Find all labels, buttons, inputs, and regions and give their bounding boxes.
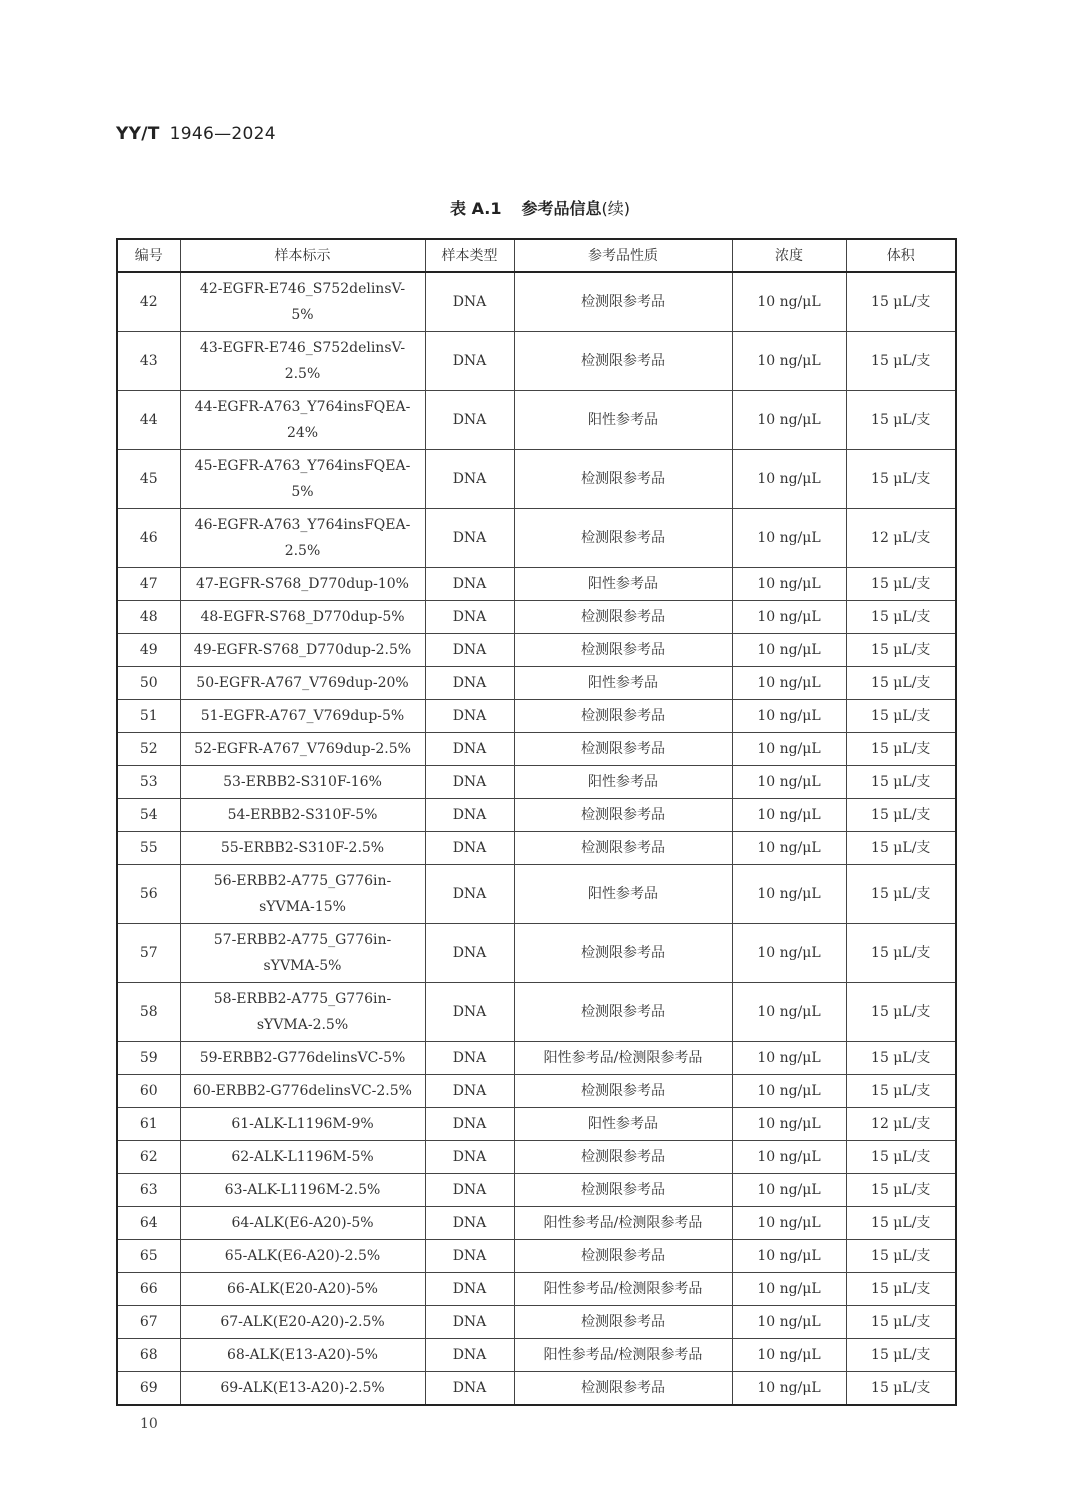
cell-volume: 15 μL/支 — [846, 1075, 956, 1108]
cell-id: 58 — [117, 983, 180, 1042]
cell-sample-label — [180, 1273, 425, 1306]
table-caption — [0, 196, 1080, 219]
cell-concentration: 10 ng/μL — [732, 1240, 846, 1273]
cell-id: 52 — [117, 733, 180, 766]
table-row — [117, 1372, 956, 1406]
cell-id: 46 — [117, 509, 180, 568]
cell-sample-label — [180, 450, 425, 509]
sample-label-line: 63-ALK-L1196M-2.5% — [224, 1182, 381, 1198]
table-number: 表 A.1 — [450, 199, 502, 218]
cell-sample-type: DNA — [425, 1174, 514, 1207]
cell-volume: 15 μL/支 — [846, 1042, 956, 1075]
cell-sample-label — [180, 391, 425, 450]
cell-volume: 15 μL/支 — [846, 1141, 956, 1174]
sample-label-line: 43-EGFR-E746_S752delinsV- — [199, 340, 406, 356]
column-header-concentration: 浓度 — [732, 239, 846, 272]
standard-prefix: YY/T — [116, 124, 160, 144]
cell-sample-label — [180, 509, 425, 568]
sample-label-line: 52-EGFR-A767_V769dup-2.5% — [194, 741, 411, 757]
cell-sample-type: DNA — [425, 1240, 514, 1273]
table-row — [117, 1075, 956, 1108]
cell-id: 44 — [117, 391, 180, 450]
cell-sample-label — [180, 634, 425, 667]
cell-sample-label — [180, 1306, 425, 1339]
cell-nature: 阳性参考品 — [514, 865, 732, 924]
cell-sample-type: DNA — [425, 1042, 514, 1075]
cell-nature: 检测限参考品 — [514, 450, 732, 509]
table-row — [117, 700, 956, 733]
cell-sample-type: DNA — [425, 601, 514, 634]
cell-concentration: 10 ng/μL — [732, 1141, 846, 1174]
cell-concentration: 10 ng/μL — [732, 601, 846, 634]
cell-sample-type: DNA — [425, 568, 514, 601]
cell-sample-type: DNA — [425, 1306, 514, 1339]
cell-sample-type: DNA — [425, 1141, 514, 1174]
cell-sample-type: DNA — [425, 1108, 514, 1141]
cell-id: 54 — [117, 799, 180, 832]
cell-sample-label — [180, 799, 425, 832]
cell-concentration: 10 ng/μL — [732, 1306, 846, 1339]
table-title: 参考品信息 — [521, 199, 602, 218]
cell-volume: 15 μL/支 — [846, 733, 956, 766]
table-row — [117, 601, 956, 634]
cell-nature: 检测限参考品 — [514, 1141, 732, 1174]
sample-label-line: 58-ERBB2-A775_G776in- — [213, 991, 392, 1007]
column-header-volume: 体积 — [846, 239, 956, 272]
cell-concentration: 10 ng/μL — [732, 568, 846, 601]
sample-label-line: sYVMA-5% — [263, 958, 342, 974]
sample-label-line: 47-EGFR-S768_D770dup-10% — [196, 576, 409, 592]
column-header-id: 编号 — [117, 239, 180, 272]
cell-sample-type: DNA — [425, 509, 514, 568]
sample-label-line: 45-EGFR-A763_Y764insFQEA- — [194, 458, 411, 474]
cell-sample-type: DNA — [425, 1273, 514, 1306]
cell-sample-type: DNA — [425, 983, 514, 1042]
cell-sample-label — [180, 1174, 425, 1207]
cell-sample-label — [180, 865, 425, 924]
cell-sample-label — [180, 1075, 425, 1108]
cell-sample-label — [180, 1372, 425, 1406]
table-row — [117, 832, 956, 865]
cell-id: 45 — [117, 450, 180, 509]
cell-sample-type: DNA — [425, 667, 514, 700]
cell-volume: 15 μL/支 — [846, 391, 956, 450]
column-header-type: 样本类型 — [425, 239, 514, 272]
sample-label-line: 48-EGFR-S768_D770dup-5% — [200, 609, 405, 625]
table-row — [117, 1042, 956, 1075]
cell-volume: 15 μL/支 — [846, 766, 956, 799]
cell-concentration: 10 ng/μL — [732, 924, 846, 983]
cell-id: 49 — [117, 634, 180, 667]
cell-id: 61 — [117, 1108, 180, 1141]
cell-sample-type: DNA — [425, 1372, 514, 1406]
cell-volume: 15 μL/支 — [846, 799, 956, 832]
cell-concentration: 10 ng/μL — [732, 832, 846, 865]
cell-concentration: 10 ng/μL — [732, 799, 846, 832]
sample-label-line: 68-ALK(E13-A20)-5% — [227, 1347, 378, 1363]
cell-concentration: 10 ng/μL — [732, 1273, 846, 1306]
cell-nature: 阳性参考品 — [514, 766, 732, 799]
cell-id: 51 — [117, 700, 180, 733]
sample-label-line: 51-EGFR-A767_V769dup-5% — [200, 708, 405, 724]
cell-id: 57 — [117, 924, 180, 983]
table-continued: (续) — [601, 199, 630, 218]
cell-sample-type: DNA — [425, 924, 514, 983]
table-row — [117, 1240, 956, 1273]
cell-volume: 15 μL/支 — [846, 634, 956, 667]
cell-concentration: 10 ng/μL — [732, 700, 846, 733]
cell-nature: 检测限参考品 — [514, 332, 732, 391]
table-row — [117, 272, 956, 332]
table-row — [117, 332, 956, 391]
cell-volume: 15 μL/支 — [846, 1372, 956, 1406]
cell-nature: 阳性参考品 — [514, 1108, 732, 1141]
cell-volume: 15 μL/支 — [846, 924, 956, 983]
cell-volume: 15 μL/支 — [846, 983, 956, 1042]
cell-sample-label — [180, 601, 425, 634]
cell-nature: 检测限参考品 — [514, 700, 732, 733]
cell-sample-type: DNA — [425, 391, 514, 450]
cell-nature: 阳性参考品/检测限参考品 — [514, 1339, 732, 1372]
cell-id: 47 — [117, 568, 180, 601]
cell-concentration: 10 ng/μL — [732, 450, 846, 509]
cell-sample-label — [180, 667, 425, 700]
cell-nature: 检测限参考品 — [514, 634, 732, 667]
cell-volume: 15 μL/支 — [846, 1306, 956, 1339]
table-row — [117, 766, 956, 799]
cell-volume: 15 μL/支 — [846, 865, 956, 924]
cell-sample-type: DNA — [425, 1207, 514, 1240]
cell-nature: 检测限参考品 — [514, 733, 732, 766]
standard-number: 1946—2024 — [169, 124, 276, 144]
table-header-row — [117, 239, 956, 272]
cell-sample-label — [180, 733, 425, 766]
cell-nature: 阳性参考品/检测限参考品 — [514, 1273, 732, 1306]
sample-label-line: 55-ERBB2-S310F-2.5% — [220, 840, 385, 856]
cell-nature: 检测限参考品 — [514, 272, 732, 332]
cell-nature: 阳性参考品/检测限参考品 — [514, 1042, 732, 1075]
cell-sample-label — [180, 983, 425, 1042]
cell-id: 62 — [117, 1141, 180, 1174]
cell-sample-label — [180, 1042, 425, 1075]
cell-id: 67 — [117, 1306, 180, 1339]
cell-concentration: 10 ng/μL — [732, 391, 846, 450]
table-row — [117, 865, 956, 924]
table-row — [117, 1141, 956, 1174]
cell-volume: 15 μL/支 — [846, 1207, 956, 1240]
cell-id: 66 — [117, 1273, 180, 1306]
cell-sample-label — [180, 1339, 425, 1372]
cell-nature: 检测限参考品 — [514, 1372, 732, 1406]
cell-id: 53 — [117, 766, 180, 799]
cell-sample-label — [180, 1141, 425, 1174]
sample-label-line: 44-EGFR-A763_Y764insFQEA- — [194, 399, 411, 415]
cell-concentration: 10 ng/μL — [732, 766, 846, 799]
cell-sample-label — [180, 272, 425, 332]
cell-nature: 检测限参考品 — [514, 924, 732, 983]
cell-nature: 检测限参考品 — [514, 601, 732, 634]
cell-nature: 检测限参考品 — [514, 1075, 732, 1108]
column-header-label: 样本标示 — [180, 239, 425, 272]
cell-id: 65 — [117, 1240, 180, 1273]
cell-concentration: 10 ng/μL — [732, 1108, 846, 1141]
sample-label-line: 65-ALK(E6-A20)-2.5% — [224, 1248, 381, 1264]
table-row — [117, 1306, 956, 1339]
table-row — [117, 799, 956, 832]
cell-nature: 检测限参考品 — [514, 509, 732, 568]
cell-sample-label — [180, 766, 425, 799]
table-row — [117, 634, 956, 667]
cell-nature: 检测限参考品 — [514, 1174, 732, 1207]
cell-concentration: 10 ng/μL — [732, 272, 846, 332]
cell-id: 68 — [117, 1339, 180, 1372]
table-row — [117, 667, 956, 700]
cell-nature: 检测限参考品 — [514, 1240, 732, 1273]
table-body — [117, 272, 956, 1405]
cell-sample-label — [180, 568, 425, 601]
cell-id: 43 — [117, 332, 180, 391]
cell-concentration: 10 ng/μL — [732, 667, 846, 700]
sample-label-line: 54-ERBB2-S310F-5% — [227, 807, 378, 823]
page-number: 10 — [140, 1416, 158, 1432]
table-row — [117, 450, 956, 509]
sample-label-line: 2.5% — [284, 366, 321, 382]
cell-sample-type: DNA — [425, 634, 514, 667]
cell-sample-type: DNA — [425, 832, 514, 865]
cell-concentration: 10 ng/μL — [732, 332, 846, 391]
cell-id: 55 — [117, 832, 180, 865]
table-row — [117, 733, 956, 766]
cell-concentration: 10 ng/μL — [732, 634, 846, 667]
cell-volume: 15 μL/支 — [846, 700, 956, 733]
cell-nature: 阳性参考品/检测限参考品 — [514, 1207, 732, 1240]
sample-label-line: 42-EGFR-E746_S752delinsV- — [199, 281, 406, 297]
cell-sample-label — [180, 700, 425, 733]
cell-concentration: 10 ng/μL — [732, 1075, 846, 1108]
table-row — [117, 983, 956, 1042]
cell-sample-type: DNA — [425, 450, 514, 509]
cell-concentration: 10 ng/μL — [732, 1207, 846, 1240]
cell-sample-type: DNA — [425, 766, 514, 799]
cell-nature: 检测限参考品 — [514, 1306, 732, 1339]
cell-volume: 15 μL/支 — [846, 1240, 956, 1273]
sample-label-line: 56-ERBB2-A775_G776in- — [213, 873, 392, 889]
cell-sample-type: DNA — [425, 865, 514, 924]
cell-id: 48 — [117, 601, 180, 634]
table-row — [117, 509, 956, 568]
cell-id: 64 — [117, 1207, 180, 1240]
document-code — [116, 124, 276, 144]
cell-volume: 15 μL/支 — [846, 568, 956, 601]
cell-sample-label — [180, 1240, 425, 1273]
cell-concentration: 10 ng/μL — [732, 1339, 846, 1372]
sample-label-line: 46-EGFR-A763_Y764insFQEA- — [194, 517, 411, 533]
cell-sample-type: DNA — [425, 700, 514, 733]
cell-sample-type: DNA — [425, 799, 514, 832]
cell-id: 56 — [117, 865, 180, 924]
cell-sample-type: DNA — [425, 1075, 514, 1108]
sample-label-line: 64-ALK(E6-A20)-5% — [231, 1215, 374, 1231]
cell-volume: 15 μL/支 — [846, 450, 956, 509]
table-row — [117, 1273, 956, 1306]
cell-concentration: 10 ng/μL — [732, 509, 846, 568]
cell-concentration: 10 ng/μL — [732, 1174, 846, 1207]
cell-nature: 检测限参考品 — [514, 983, 732, 1042]
cell-id: 60 — [117, 1075, 180, 1108]
cell-volume: 15 μL/支 — [846, 1174, 956, 1207]
sample-label-line: 57-ERBB2-A775_G776in- — [213, 932, 392, 948]
sample-label-line: 66-ALK(E20-A20)-5% — [227, 1281, 378, 1297]
cell-volume: 15 μL/支 — [846, 667, 956, 700]
cell-id: 69 — [117, 1372, 180, 1406]
cell-nature: 检测限参考品 — [514, 799, 732, 832]
column-header-nature: 参考品性质 — [514, 239, 732, 272]
cell-sample-label — [180, 332, 425, 391]
cell-id: 50 — [117, 667, 180, 700]
cell-id: 42 — [117, 272, 180, 332]
cell-volume: 12 μL/支 — [846, 509, 956, 568]
sample-label-line: 60-ERBB2-G776delinsVC-2.5% — [193, 1083, 412, 1099]
sample-label-line: 61-ALK-L1196M-9% — [231, 1116, 374, 1132]
table-row — [117, 924, 956, 983]
sample-label-line: 24% — [286, 425, 319, 441]
cell-volume: 15 μL/支 — [846, 832, 956, 865]
cell-concentration: 10 ng/μL — [732, 733, 846, 766]
cell-volume: 15 μL/支 — [846, 1339, 956, 1372]
table-row — [117, 1174, 956, 1207]
sample-label-line: 59-ERBB2-G776delinsVC-5% — [199, 1050, 406, 1066]
table-row — [117, 391, 956, 450]
cell-sample-label — [180, 1207, 425, 1240]
cell-nature: 阳性参考品 — [514, 667, 732, 700]
sample-label-line: 67-ALK(E20-A20)-2.5% — [220, 1314, 385, 1330]
sample-label-line: 5% — [291, 484, 314, 500]
cell-concentration: 10 ng/μL — [732, 1042, 846, 1075]
cell-volume: 15 μL/支 — [846, 601, 956, 634]
cell-sample-type: DNA — [425, 272, 514, 332]
table-row — [117, 1108, 956, 1141]
sample-label-line: sYVMA-15% — [259, 899, 346, 915]
cell-nature: 阳性参考品 — [514, 391, 732, 450]
cell-nature: 检测限参考品 — [514, 832, 732, 865]
sample-label-line: 69-ALK(E13-A20)-2.5% — [220, 1380, 385, 1396]
cell-volume: 12 μL/支 — [846, 1108, 956, 1141]
cell-volume: 15 μL/支 — [846, 272, 956, 332]
cell-concentration: 10 ng/μL — [732, 865, 846, 924]
sample-label-line: 50-EGFR-A767_V769dup-20% — [196, 675, 409, 691]
table-row — [117, 1339, 956, 1372]
cell-nature: 阳性参考品 — [514, 568, 732, 601]
cell-id: 63 — [117, 1174, 180, 1207]
cell-sample-type: DNA — [425, 332, 514, 391]
reference-table — [116, 238, 957, 1406]
cell-volume: 15 μL/支 — [846, 1273, 956, 1306]
table-row — [117, 1207, 956, 1240]
sample-label-line: 2.5% — [284, 543, 321, 559]
cell-id: 59 — [117, 1042, 180, 1075]
cell-sample-type: DNA — [425, 1339, 514, 1372]
cell-sample-type: DNA — [425, 733, 514, 766]
cell-sample-label — [180, 832, 425, 865]
sample-label-line: 53-ERBB2-S310F-16% — [223, 774, 382, 790]
sample-label-line: sYVMA-2.5% — [256, 1017, 349, 1033]
sample-label-line: 62-ALK-L1196M-5% — [231, 1149, 374, 1165]
sample-label-line: 5% — [291, 307, 314, 323]
cell-concentration: 10 ng/μL — [732, 1372, 846, 1406]
cell-concentration: 10 ng/μL — [732, 983, 846, 1042]
cell-volume: 15 μL/支 — [846, 332, 956, 391]
table-row — [117, 568, 956, 601]
cell-sample-label — [180, 1108, 425, 1141]
cell-sample-label — [180, 924, 425, 983]
sample-label-line: 49-EGFR-S768_D770dup-2.5% — [193, 642, 412, 658]
